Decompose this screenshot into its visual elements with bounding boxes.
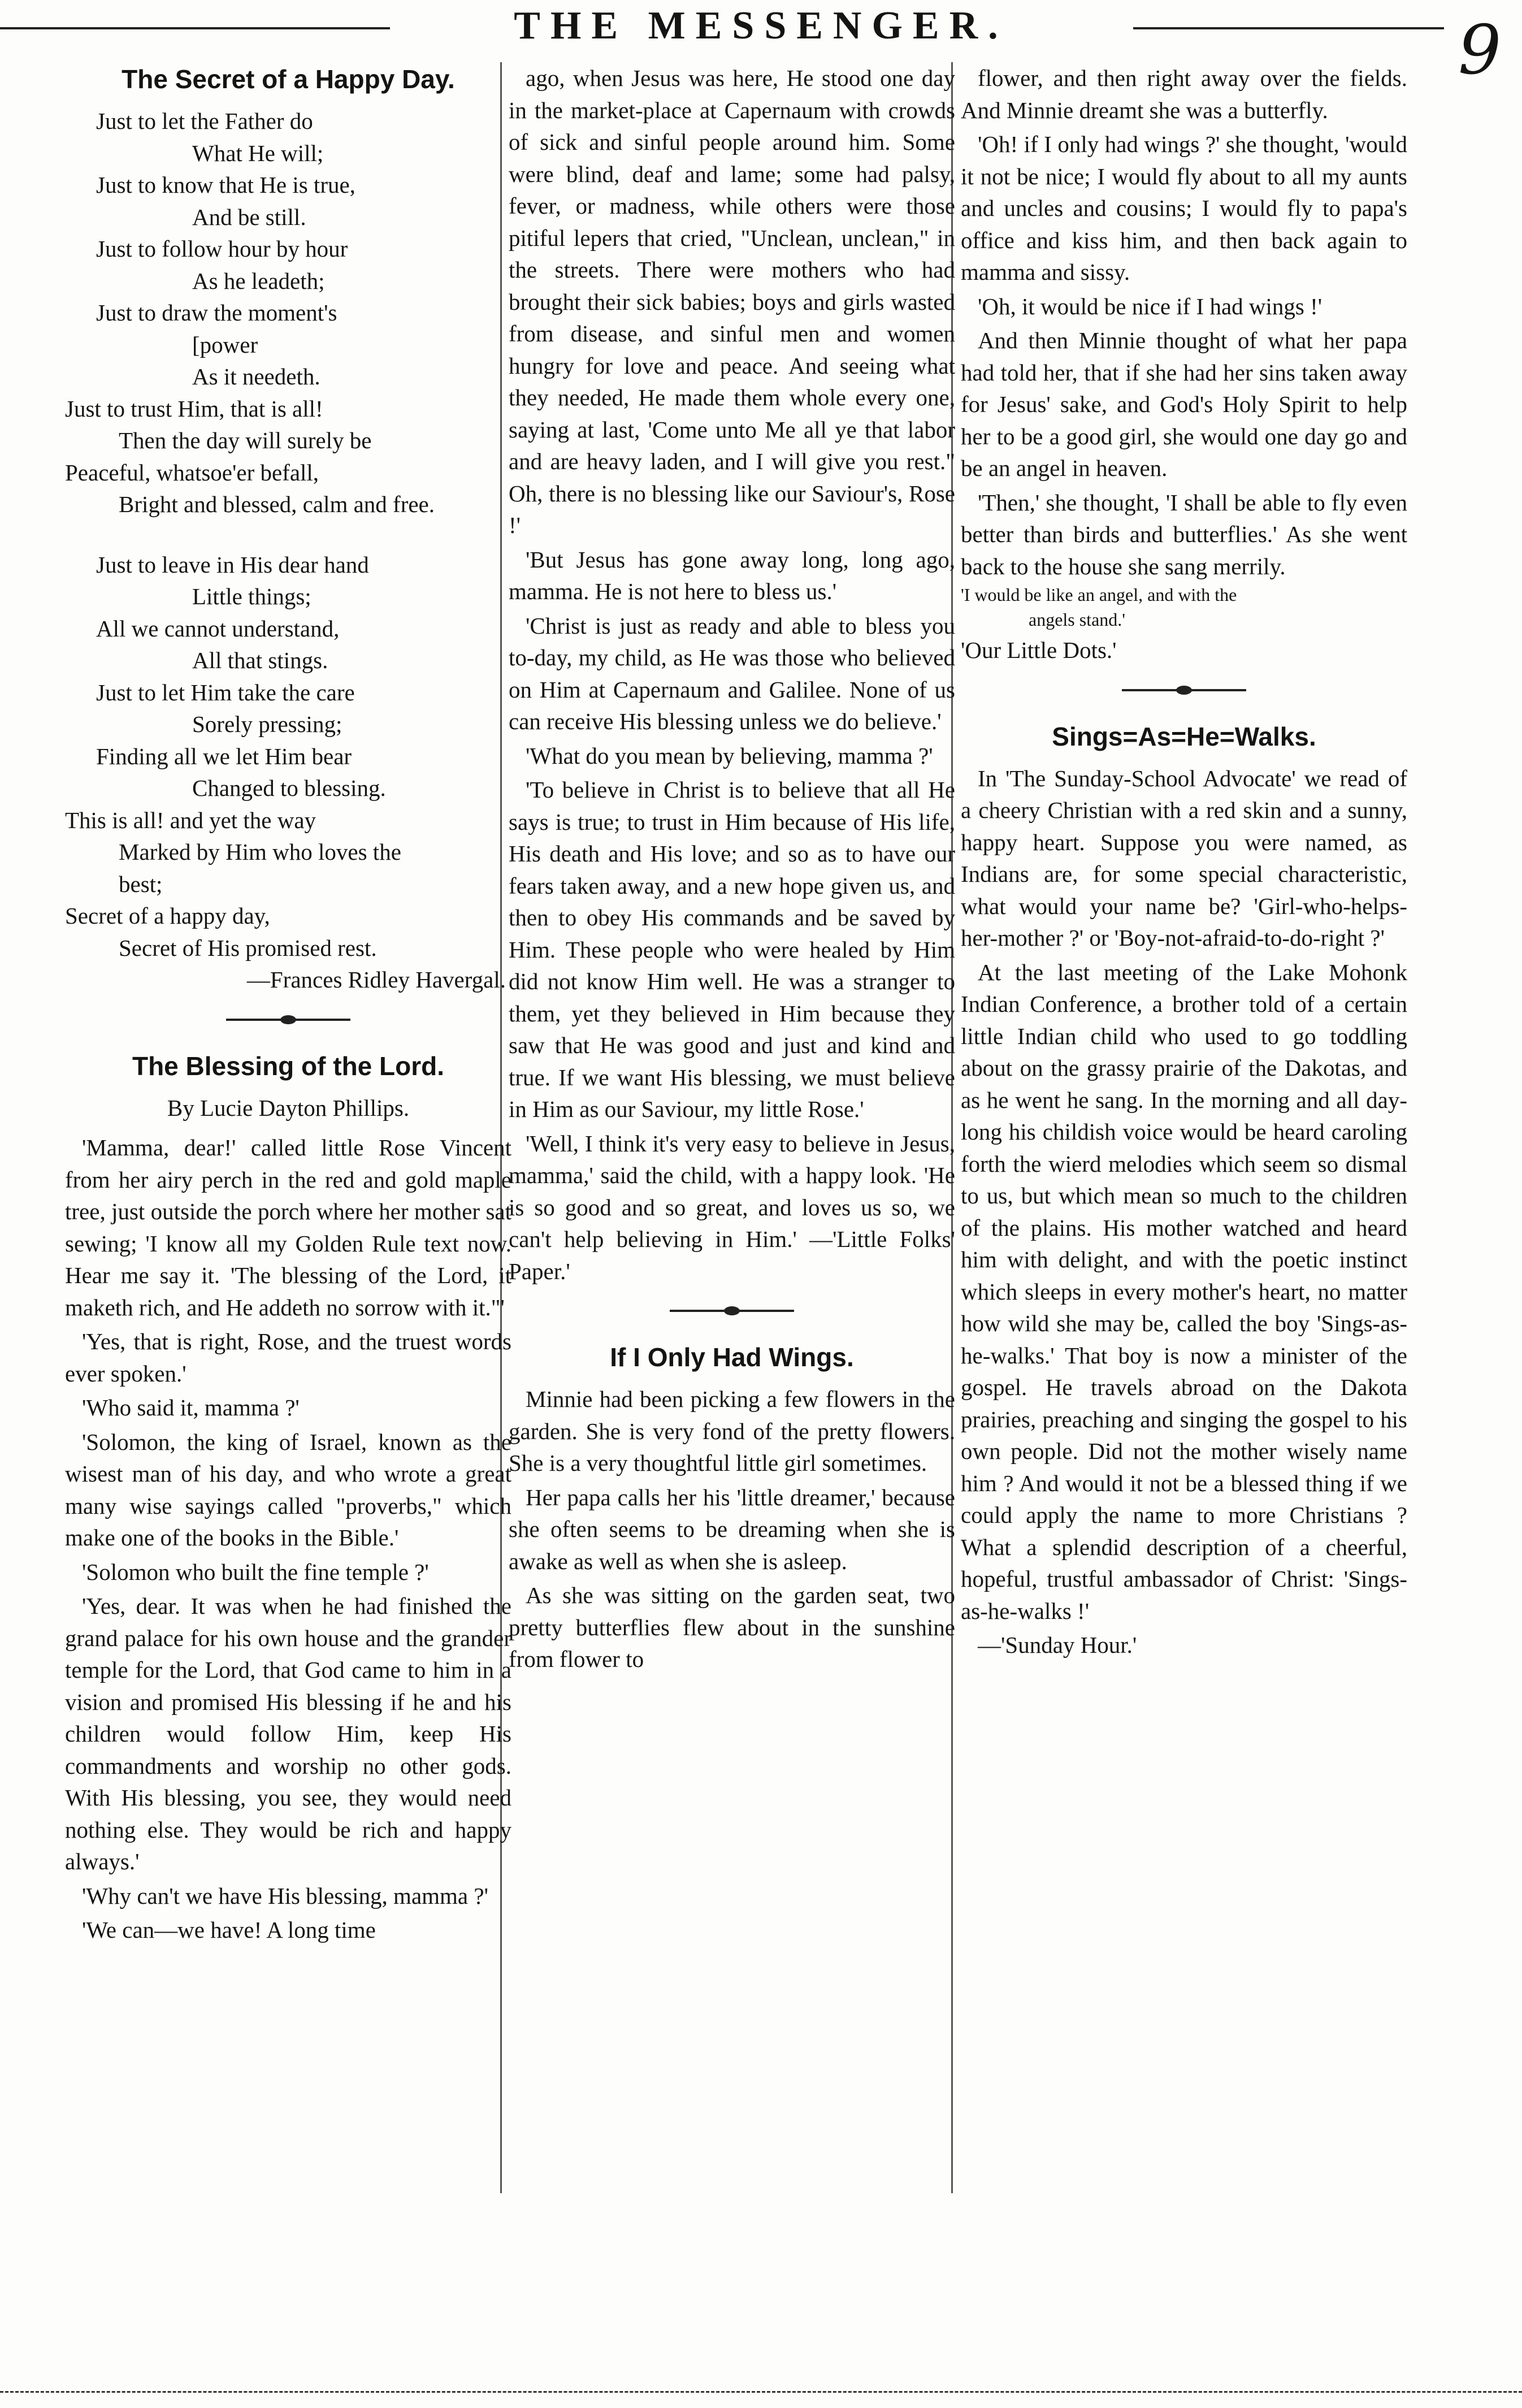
poem-title: The Secret of a Happy Day. [122,64,455,94]
sings-title: Sings=As=He=Walks. [1052,721,1316,751]
column-1 [65,62,511,1946]
poem-line: Just to leave in His dear hand [96,551,369,578]
poem-line: Just to know that He is true, [96,172,355,198]
story-text [65,1132,511,1946]
paragraph: As she was sitting on the garden seat, two pretty butterflies flew about in the sunshine from flower to [509,1582,955,1672]
paragraph: 'Mamma, dear!' called little Rose Vincent from her airy perch in the red and gold maple tree, just outside the porch where her mother sat sewing; 'I know all my Golden Rule text now. Hear me say it. 'The blessing of the Lord, it maketh rich, and He addeth no sorrow with it."' [65,1134,511,1320]
section-separator [670,1310,794,1312]
stanza-gap [65,521,511,549]
poem-line: All we cannot understand, [96,615,340,642]
section-separator [1122,689,1246,691]
poem-line: Just to let the Father do [96,108,313,134]
story-byline: By Lucie Dayton Phillips. [167,1094,410,1121]
paragraph: 'Oh, it would be nice if I had wings !' [978,293,1322,319]
paragraph: —'Sunday Hour.' [978,1632,1137,1658]
wings-title: If I Only Had Wings. [610,1342,854,1372]
poem-line: Secret of a happy day, [65,903,270,929]
poem-line: Secret of His promised rest. [119,934,377,961]
paragraph: 'Christ is just as ready and able to bless you to-day, my child, as He was those who believed on Him at Capernaum and Galilee. None of us can receive His blessing unless we do believe.' [509,612,955,734]
poem-line: Bright and blessed, calm and free. [119,491,435,517]
column-3 [961,62,1407,1661]
paragraph: 'To believe in Christ is to believe that all He says is true; to trust in Him because of His life, His death and His love; and so as to have our fears taken away, and a new hope given us, and then to obey His commands and be saved by Him. These people who were healed by Him did not know Him well. He was a stranger to them, yet they believed in Him because they saw that He was good and just and kind and true. If we want His blessing, we must believe in Him as our Saviour, my little Rose.' [509,777,955,1122]
wings-quote-line-1: 'I would be like an angel, and with the [961,584,1237,605]
masthead [0,0,1522,54]
poem-line: Little things; [192,583,311,609]
paragraph: At the last meeting of the Lake Mohonk Indian Conference, a brother told of a certain little Indian child who used to go toddling about on the grassy prairie of the Dakotas, and as he went he sang. In the morning and all day-long his childish voice would be heard caroling forth the wierd melodies which seem so dismal to us, but which mean so much to the children of the plains. His mother watched and heard him with delight, and with the poetic instinct which sleeps in every mother's heart, no matter how wild she may be, called the boy 'Sings-as-he-walks.' That boy is now a minister of the gospel. He travels abroad on the Dakota prairies, preaching and singing the gospel to his own people. Did not the mother wisely name him ? And would it not be a blessed thing if we could apply the name to more Christians ? What a splendid description of a cheerful, hopeful, trustful ambassador of Christ: 'Sings-as-he-walks !' [961,959,1407,1624]
poem-line: Then the day will surely be [119,427,372,453]
poem-line: [power [192,331,258,358]
paragraph: Minnie had been picking a few flowers in the garden. She is very fond of the pretty flowers. She is a very thoughtful little girl sometimes. [509,1386,955,1476]
paragraph: 'Who said it, mamma ?' [82,1394,300,1420]
paragraph: flower, and then right away over the fields. And Minnie dreamt she was a butterfly. [961,65,1407,123]
section-separator [226,1019,350,1021]
story-text-continued [509,62,955,1287]
paragraph: 'Yes, that is right, Rose, and the truest words ever spoken.' [65,1328,511,1387]
wings-quote-line-2: angels stand.' [1029,609,1126,630]
wings-source: 'Our Little Dots.' [961,637,1117,663]
poem-line: As it needeth. [192,363,320,389]
poem-line: This is all! and yet the way [65,807,316,833]
paragraph: 'Solomon who built the fine temple ?' [82,1558,429,1585]
poem-line: Just to draw the moment's [96,300,337,326]
poem-line: Just to trust Him, that is all! [65,395,323,422]
paragraph: 'But Jesus has gone away long, long ago, mamma. He is not here to bless us.' [509,546,955,604]
poem-line: Peaceful, whatsoe'er befall, [65,459,319,486]
paragraph: 'Solomon, the king of Israel, known as the wisest man of his day, and who wrote a great many wise sayings called "proverbs," which make one of the books in the Bible.' [65,1428,511,1551]
bottom-rule [0,2391,1522,2393]
paragraph: 'Then,' she thought, 'I shall be able to fly even better than birds and butterflies.' As she went back to the house she sang merrily. [961,489,1407,579]
page-number: 9 [1458,11,1502,90]
column-2 [509,62,955,1675]
poem-author: —Frances Ridley Havergal. [246,967,506,993]
masthead-title: THE MESSENGER. [514,4,1008,47]
paragraph: 'What do you mean by believing, mamma ?' [526,742,933,769]
wings-text [509,1383,955,1675]
poem-line: best; [119,870,163,897]
story-title: The Blessing of the Lord. [132,1051,445,1081]
poem-line: And be still. [192,203,306,230]
poem-line: All that stings. [192,647,328,673]
sings-text [961,763,1407,1661]
paragraph: 'Well, I think it's very easy to believe in Jesus, mamma,' said the child, with a happy look. 'He is so good and so great, and loves us so, we can't help believing in Him.' —'Little Folks' Paper.' [509,1130,955,1284]
paragraph: In 'The Sunday-School Advocate' we read of a cheery Christian with a red skin and a sunny, happy heart. Suppose you were named, as Indians are, for some special characteristic, what would your name be? 'Girl-who-helps-her-mother ?' or 'Boy-not-afraid-to-do-right ?' [961,765,1407,951]
poem-line: Finding all we let Him bear [96,743,352,769]
wings-quote [961,582,1407,632]
paragraph: Her papa calls her his 'little dreamer,' because she often seems to be dreaming when she is awake as well as when she is asleep. [509,1484,955,1574]
poem-line: What He will; [192,140,324,166]
poem-line: Just to let Him take the care [96,679,355,705]
poem-line: Sorely pressing; [192,711,342,737]
paragraph: 'Oh! if I only had wings ?' she thought, 'would it not be nice; I would fly about to all my aunts and uncles and cousins; I would fly to papa's office and kiss him, and then back again to mamma and sissy. [961,131,1407,285]
wings-text-continued [961,62,1407,582]
poem-line: Changed to blessing. [192,775,386,801]
paragraph: ago, when Jesus was here, He stood one day in the market-place at Capernaum with crowds of sick and sinful people around him. Some were blind, deaf and lame; some had palsy, fever, or madness, while others were those pitiful lepers that cried, "Unclean, unclean," in the streets. There were mothers who had brought their sick babies; boys and girls wasted from disease, and sinful men and women hungry for love and peace. And seeing what they needed, He made them whole every one, saying at last, 'Come unto Me all ye that labor and are heavy laden, and I will give you rest." Oh, there is no blessing like our Saviour's, Rose !' [509,65,955,538]
poem [65,105,511,964]
paragraph: 'We can—we have! A long time [82,1917,376,1943]
paragraph: 'Why can't we have His blessing, mamma ?' [82,1882,488,1909]
poem-line: As he leadeth; [192,267,325,294]
paragraph: And then Minnie thought of what her papa had told her, that if she had her sins taken away for Jesus' sake, and God's Holy Spirit to help her to be a good girl, she would one day go and be an angel in heaven. [961,327,1407,481]
poem-line: Marked by Him who loves the [119,839,401,865]
poem-line: Just to follow hour by hour [96,236,348,262]
paragraph: 'Yes, dear. It was when he had finished the grand palace for his own house and the grander temple for the Lord, that God came to him in a vision and promised His blessing if he and his children would follow Him, keep His commandments and worship no other gods. With His blessing, you see, they would need nothing else. They would be rich and happy always.' [65,1593,511,1874]
